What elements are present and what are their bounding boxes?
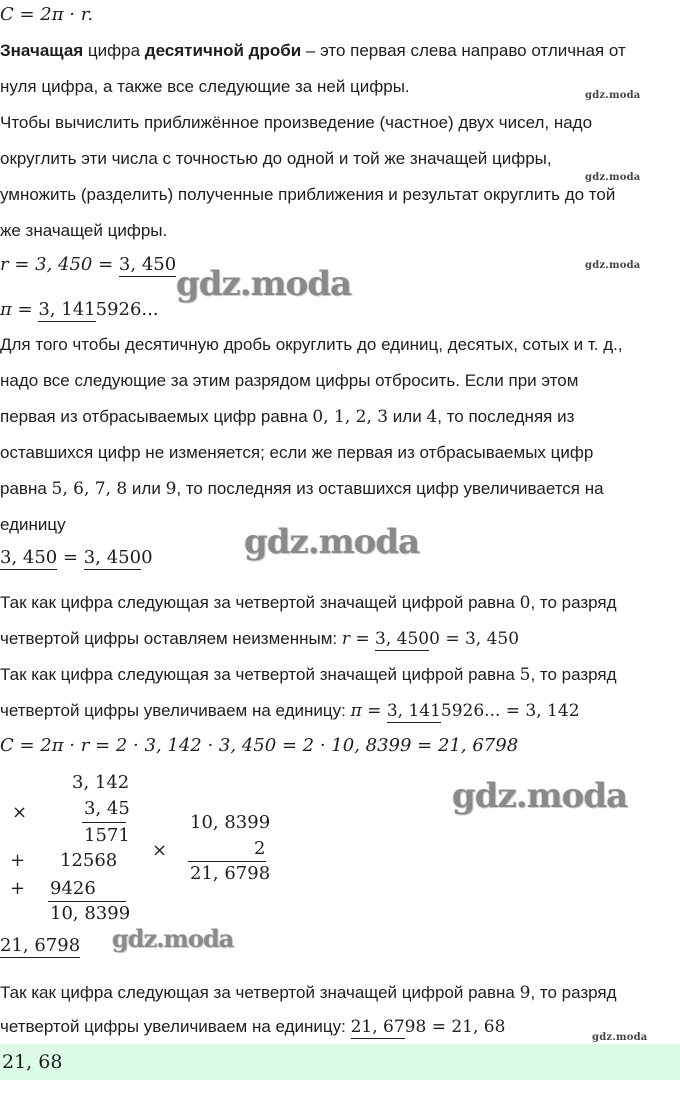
watermark-large: gdz.moda xyxy=(112,924,234,953)
rounding-line-6: единицу xyxy=(0,515,66,534)
watermark-small: gdz.moda xyxy=(585,172,641,183)
step-final-line-1: Так как цифра следующая за четвертой значащей цифрой равна 9, то разряд xyxy=(0,983,617,1003)
mult1-result: 10, 8399 xyxy=(50,903,131,924)
term-significant: Значащая xyxy=(0,41,84,60)
mult2-line xyxy=(188,861,266,862)
watermark-small: gdz.moda xyxy=(592,1032,648,1043)
eq-3450: 3, 450 = 3, 4500 xyxy=(0,547,153,568)
rounding-line-3: первая из отбрасываемых цифр равна 0, 1, 2, 3 или 4, то последняя из xyxy=(0,407,575,427)
watermark-large: gdz.moda xyxy=(176,264,352,304)
step-r-line-1: Так как цифра следующая за четвертой значащей цифрой равна 0, то разряд xyxy=(0,593,617,613)
rule-line-3: умножить (разделить) полученные приближения и результат округлить до той xyxy=(0,185,616,204)
answer-box xyxy=(0,1044,680,1080)
mult1-times: × xyxy=(12,802,28,823)
answer-value: 21, 68 xyxy=(2,1051,63,1073)
mult1-line-2 xyxy=(48,901,126,902)
watermark-small: gdz.moda xyxy=(585,90,641,101)
mult2-result: 21, 6798 xyxy=(190,863,271,884)
mult2-a: 10, 8399 xyxy=(190,812,271,833)
r-value: r = 3, 450 = 3, 450 xyxy=(0,254,177,275)
mult1-p1: 1571 xyxy=(84,825,130,846)
mult2-b: 2 xyxy=(254,838,266,859)
mult1-plus-1: + xyxy=(10,850,26,871)
mult1-p2: 12568 xyxy=(60,850,118,871)
pi-value: π = 3, 1415926... xyxy=(0,299,159,320)
definition-line-1: Значащая цифра десятичной дроби – это первая слева направо отличная от xyxy=(0,41,626,60)
mult1-p3: 9426 xyxy=(50,878,96,899)
watermark-large: gdz.moda xyxy=(244,522,420,562)
rule-line-4: же значащей цифры. xyxy=(0,221,168,240)
rounding-line-4: оставшихся цифр не изменяется; если же первая из отбрасываемых цифр xyxy=(0,443,594,462)
rounding-line-5: равна 5, 6, 7, 8 или 9, то последняя из оставшихся цифр увеличивается на xyxy=(0,479,604,499)
mult2-times: × xyxy=(152,840,168,861)
mult1-a: 3, 142 xyxy=(72,772,130,793)
mult1-b: 3, 45 xyxy=(84,798,130,819)
calc-line: C = 2π · r = 2 · 3, 142 · 3, 450 = 2 · 10, 8399 = 21, 6798 xyxy=(0,735,519,756)
step-pi-line-2: четвертой цифры увеличиваем на единицу: π = 3, 1415926... = 3, 142 xyxy=(0,701,580,721)
step-r-line-2: четвертой цифры оставляем неизменным: r = 3, 4500 = 3, 450 xyxy=(0,629,520,649)
rule-line-2: округлить эти числа с точностью до одной и той же значащей цифры, xyxy=(0,149,552,168)
formula-circumference: C = 2π · r. xyxy=(0,4,94,25)
watermark-small: gdz.moda xyxy=(585,260,641,271)
mult1-line-1 xyxy=(82,822,126,823)
rounding-line-2: надо все следующие за этим разрядом цифры отбросить. Если при этом xyxy=(0,371,579,390)
watermark-large: gdz.moda xyxy=(452,776,628,816)
term-decimal: десятичной дроби xyxy=(144,41,302,60)
step-pi-line-1: Так как цифра следующая за четвертой значащей цифрой равна 5, то разряд xyxy=(0,665,617,685)
rounding-line-1: Для того чтобы десятичную дробь округлить до единиц, десятых, сотых и т. д., xyxy=(0,335,623,354)
definition-line-2: нуля цифра, а также все следующие за ней цифры. xyxy=(0,77,410,96)
step-final-line-2: четвертой цифры увеличиваем на единицу: 21, 6798 = 21, 68 xyxy=(0,1017,506,1037)
mult1-plus-2: + xyxy=(10,878,26,899)
result-underlined: 21, 6798 xyxy=(0,935,81,956)
rule-line-1: Чтобы вычислить приближённое произведение (частное) двух чисел, надо xyxy=(0,113,593,132)
